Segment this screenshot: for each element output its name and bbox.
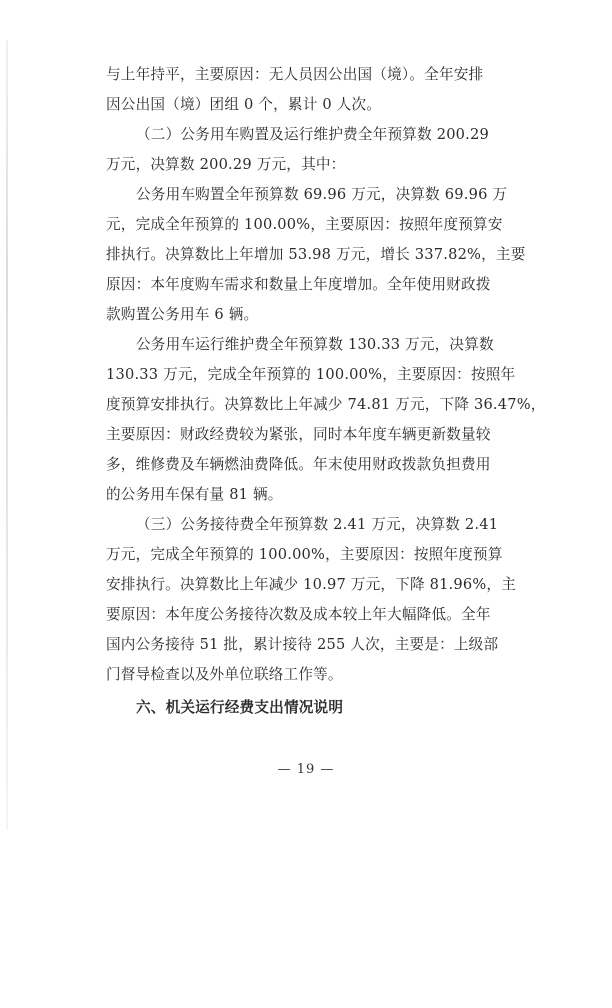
scan-edge-shadow xyxy=(6,40,8,830)
text-line: 130.33 万元，完成全年预算的 100.00%，主要原因：按照年 xyxy=(106,366,516,383)
text-line: 万元，完成全年预算的 100.00%，主要原因：按照年度预算 xyxy=(106,546,503,563)
text-line: 款购置公务用车 6 辆。 xyxy=(106,306,259,323)
text-line: 安排执行。决算数比上年减少 10.97 万元，下降 81.96%，主 xyxy=(106,576,517,593)
text-line: 公务用车运行维护费全年预算数 130.33 万元，决算数 xyxy=(136,336,494,353)
text-line: 国内公务接待 51 批，累计接待 255 人次，主要是：上级部 xyxy=(106,636,499,653)
text-line: （三）公务接待费全年预算数 2.41 万元，决算数 2.41 xyxy=(136,516,499,533)
page-number: — 19 — xyxy=(277,762,335,777)
text-line: 多，维修费及车辆燃油费降低。年末使用财政拨款负担费用 xyxy=(106,456,491,473)
text-line: 度预算安排执行。决算数比上年减少 74.81 万元，下降 36.47%， xyxy=(106,396,546,413)
text-line: 门督导检查以及外单位联络工作等。 xyxy=(106,666,343,683)
text-line: 与上年持平，主要原因：无人员因公出国（境）。全年安排 xyxy=(106,66,484,83)
section-heading: 六、机关运行经费支出情况说明 xyxy=(136,699,344,716)
text-line: 的公务用车保有量 81 辆。 xyxy=(106,486,283,503)
text-line: 因公出国（境）团组 0 个，累计 0 人次。 xyxy=(106,96,382,113)
text-line: 公务用车购置全年预算数 69.96 万元，决算数 69.96 万 xyxy=(136,186,508,203)
text-line: 排执行。决算数比上年增加 53.98 万元，增长 337.82%，主要 xyxy=(106,246,526,263)
text-line: 主要原因：财政经费较为紧张，同时本年度车辆更新数量较 xyxy=(106,426,491,443)
text-line: 要原因：本年度公务接待次数及成本较上年大幅降低。全年 xyxy=(106,606,491,623)
text-line: 万元，决算数 200.29 万元，其中： xyxy=(106,156,346,173)
text-line: 原因：本年度购车需求和数量上年度增加。全年使用财政拨 xyxy=(106,276,491,293)
text-line: 元，完成全年预算的 100.00%，主要原因：按照年度预算安 xyxy=(106,216,503,233)
text-line: （二）公务用车购置及运行维护费全年预算数 200.29 xyxy=(136,126,489,143)
body-text xyxy=(106,60,546,723)
